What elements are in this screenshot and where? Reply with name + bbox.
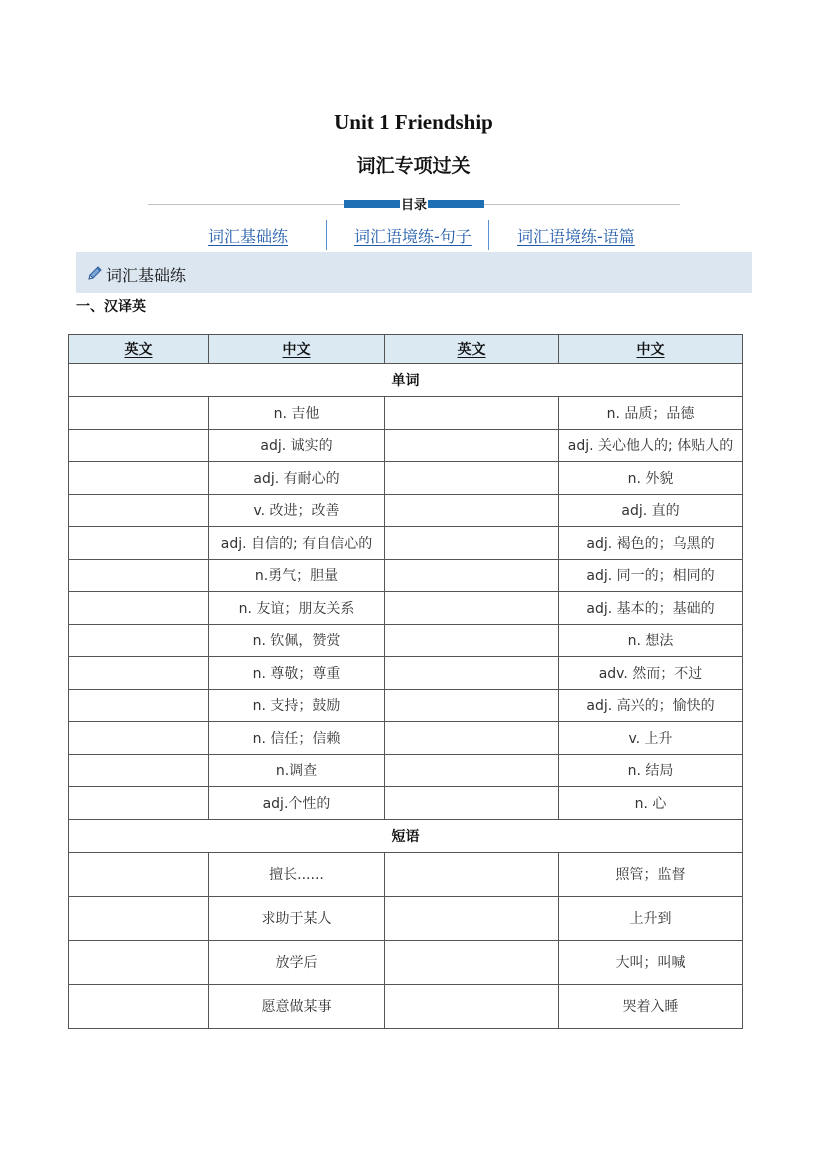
exercise-heading: 一、汉译英 [76,299,146,315]
chinese-cell: 愿意做某事 [209,984,385,1028]
group-label: 单词 [69,364,743,397]
chinese-cell: v. 上升 [559,722,743,755]
answer-cell[interactable] [385,787,559,820]
answer-cell[interactable] [385,722,559,755]
section-header [76,252,752,293]
pencil-icon [86,264,104,282]
table-row [69,397,743,430]
chinese-cell: adj. 基本的；基础的 [559,592,743,625]
answer-cell[interactable] [69,429,209,462]
answer-cell[interactable] [69,984,209,1028]
document-title: Unit 1 Friendship [334,110,493,134]
table-row [69,527,743,560]
answer-cell[interactable] [69,624,209,657]
chinese-cell: 放学后 [209,940,385,984]
group-row-words [69,364,743,397]
section-title: 词汇基础练 [106,266,187,285]
document-subtitle: 词汇专项过关 [356,155,471,177]
answer-cell[interactable] [69,787,209,820]
table-row [69,689,743,722]
answer-cell[interactable] [69,527,209,560]
chinese-cell: adj. 直的 [559,494,743,527]
answer-cell[interactable] [69,689,209,722]
answer-cell[interactable] [385,429,559,462]
chinese-cell: n. 结局 [559,754,743,787]
table-row [69,462,743,495]
answer-cell[interactable] [69,559,209,592]
answer-cell[interactable] [385,940,559,984]
toc-links [190,220,650,250]
table-row [69,494,743,527]
column-header-chinese: 中文 [559,335,743,364]
answer-cell[interactable] [385,984,559,1028]
chinese-cell: 哭着入睡 [559,984,743,1028]
table-row [69,429,743,462]
table-row [69,592,743,625]
chinese-cell: n.勇气；胆量 [209,559,385,592]
answer-cell[interactable] [69,592,209,625]
table-row [69,940,743,984]
answer-cell[interactable] [385,592,559,625]
toc-divider-left [148,204,344,205]
answer-cell[interactable] [385,462,559,495]
toc-link-basic[interactable]: 词汇基础练 [208,227,289,246]
chinese-cell: adj. 高兴的；愉快的 [559,689,743,722]
chinese-cell: n. 友谊；朋友关系 [209,592,385,625]
answer-cell[interactable] [385,527,559,560]
answer-cell[interactable] [69,896,209,940]
chinese-cell: 大叫；叫喊 [559,940,743,984]
answer-cell[interactable] [385,624,559,657]
answer-cell[interactable] [385,397,559,430]
answer-cell[interactable] [69,940,209,984]
answer-cell[interactable] [385,657,559,690]
toc-accent-left [344,200,400,208]
toc-link-sentences[interactable]: 词汇语境练-句子 [354,227,472,246]
answer-cell[interactable] [385,689,559,722]
table-row [69,624,743,657]
chinese-cell: n. 外貌 [559,462,743,495]
chinese-cell: adj. 诚实的 [209,429,385,462]
column-header-english: 英文 [69,335,209,364]
toc-accent-right [428,200,484,208]
table-row [69,984,743,1028]
chinese-cell: n. 支持；鼓励 [209,689,385,722]
vocabulary-table [68,334,743,1029]
answer-cell[interactable] [69,397,209,430]
answer-cell[interactable] [69,494,209,527]
table-row [69,787,743,820]
chinese-cell: 擅长...... [209,852,385,896]
table-row [69,896,743,940]
answer-cell[interactable] [69,462,209,495]
chinese-cell: adj. 自信的; 有自信心的 [209,527,385,560]
column-header-chinese: 中文 [209,335,385,364]
toc-separator [488,220,489,250]
chinese-cell: adj.个性的 [209,787,385,820]
chinese-cell: n.调查 [209,754,385,787]
chinese-cell: adj. 关心他人的; 体贴人的 [559,429,743,462]
answer-cell[interactable] [385,754,559,787]
group-row-phrases [69,819,743,852]
answer-cell[interactable] [385,896,559,940]
column-header-english: 英文 [385,335,559,364]
chinese-cell: n. 信任；信赖 [209,722,385,755]
group-label: 短语 [69,819,743,852]
toc-link-passage[interactable]: 词汇语境练-语篇 [517,227,635,246]
answer-cell[interactable] [69,754,209,787]
table-row [69,657,743,690]
answer-cell[interactable] [385,559,559,592]
table-row [69,852,743,896]
chinese-cell: adv. 然而；不过 [559,657,743,690]
table-row [69,754,743,787]
table-row [69,559,743,592]
chinese-cell: adj. 有耐心的 [209,462,385,495]
table-header-row [69,335,743,364]
chinese-cell: n. 吉他 [209,397,385,430]
answer-cell[interactable] [69,852,209,896]
chinese-cell: 求助于某人 [209,896,385,940]
chinese-cell: n. 钦佩，赞赏 [209,624,385,657]
toc-label: 目录 [400,194,428,213]
chinese-cell: v. 改进；改善 [209,494,385,527]
answer-cell[interactable] [385,852,559,896]
answer-cell[interactable] [385,494,559,527]
answer-cell[interactable] [69,722,209,755]
chinese-cell: 照管；监督 [559,852,743,896]
chinese-cell: n. 品质；品德 [559,397,743,430]
chinese-cell: n. 尊敬；尊重 [209,657,385,690]
chinese-cell: n. 心 [559,787,743,820]
answer-cell[interactable] [69,657,209,690]
chinese-cell: 上升到 [559,896,743,940]
toc-divider-right [484,204,680,205]
chinese-cell: n. 想法 [559,624,743,657]
chinese-cell: adj. 褐色的；乌黑的 [559,527,743,560]
toc-separator [326,220,327,250]
chinese-cell: adj. 同一的；相同的 [559,559,743,592]
table-row [69,722,743,755]
